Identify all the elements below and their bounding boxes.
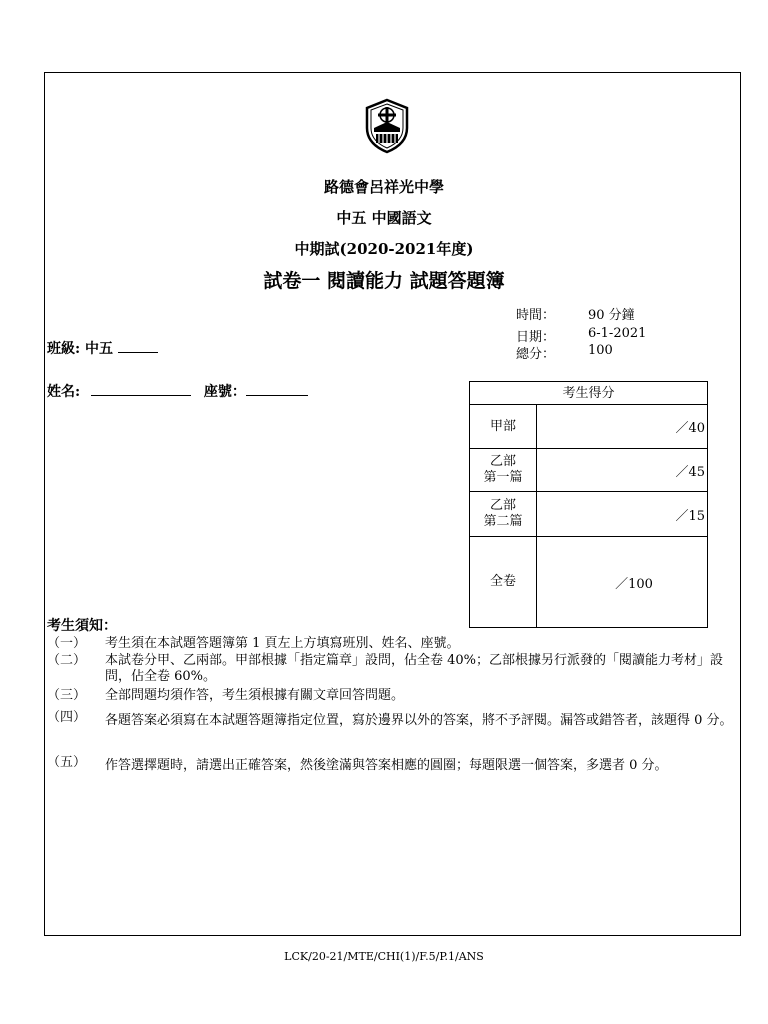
school-crest-icon (364, 98, 410, 154)
score-row-label: 乙部 第一篇 (470, 449, 537, 492)
school-name: 路德會呂祥光中學 (323, 178, 444, 196)
instructions-title: 考生須知： (47, 618, 117, 634)
score-row-label: 乙部 第二篇 (470, 492, 537, 537)
date-label: 日期： (516, 330, 556, 345)
class-blank[interactable] (118, 338, 158, 353)
class-label: 班級: 中五 (47, 341, 114, 357)
score-row-max[interactable]: ／15 (537, 492, 708, 537)
name-blank[interactable] (91, 381, 191, 396)
total-marks-value: 100 (588, 343, 613, 358)
document-code-footer: LCK/20-21/MTE/CHI(1)/F.5/P.1/ANS (284, 950, 484, 963)
score-table (469, 381, 708, 628)
score-row-label: 甲部 (470, 405, 537, 449)
score-row-max[interactable]: ／45 (537, 449, 708, 492)
total-marks-label: 總分： (516, 347, 556, 362)
seat-blank[interactable] (246, 381, 308, 396)
score-row-max[interactable]: ／40 (537, 405, 708, 449)
subject-title: 中五 中國語文 (336, 209, 432, 227)
score-table-header: 考生得分 (470, 382, 708, 405)
time-value: 90 分鐘 (588, 308, 635, 323)
class-field (47, 338, 158, 358)
paper-title: 試卷一 閱讀能力 試題答題簿 (263, 270, 505, 292)
score-row-max[interactable]: ／100 (537, 537, 708, 628)
score-row-label: 全卷 (470, 537, 537, 628)
date-value: 6-1-2021 (588, 326, 647, 341)
exam-title: 中期試(2020-2021年度) (294, 240, 474, 258)
name-label: 姓名: (47, 384, 81, 400)
name-seat-field (47, 381, 308, 401)
seat-label: 座號： (203, 384, 246, 400)
time-label: 時間： (516, 308, 556, 323)
